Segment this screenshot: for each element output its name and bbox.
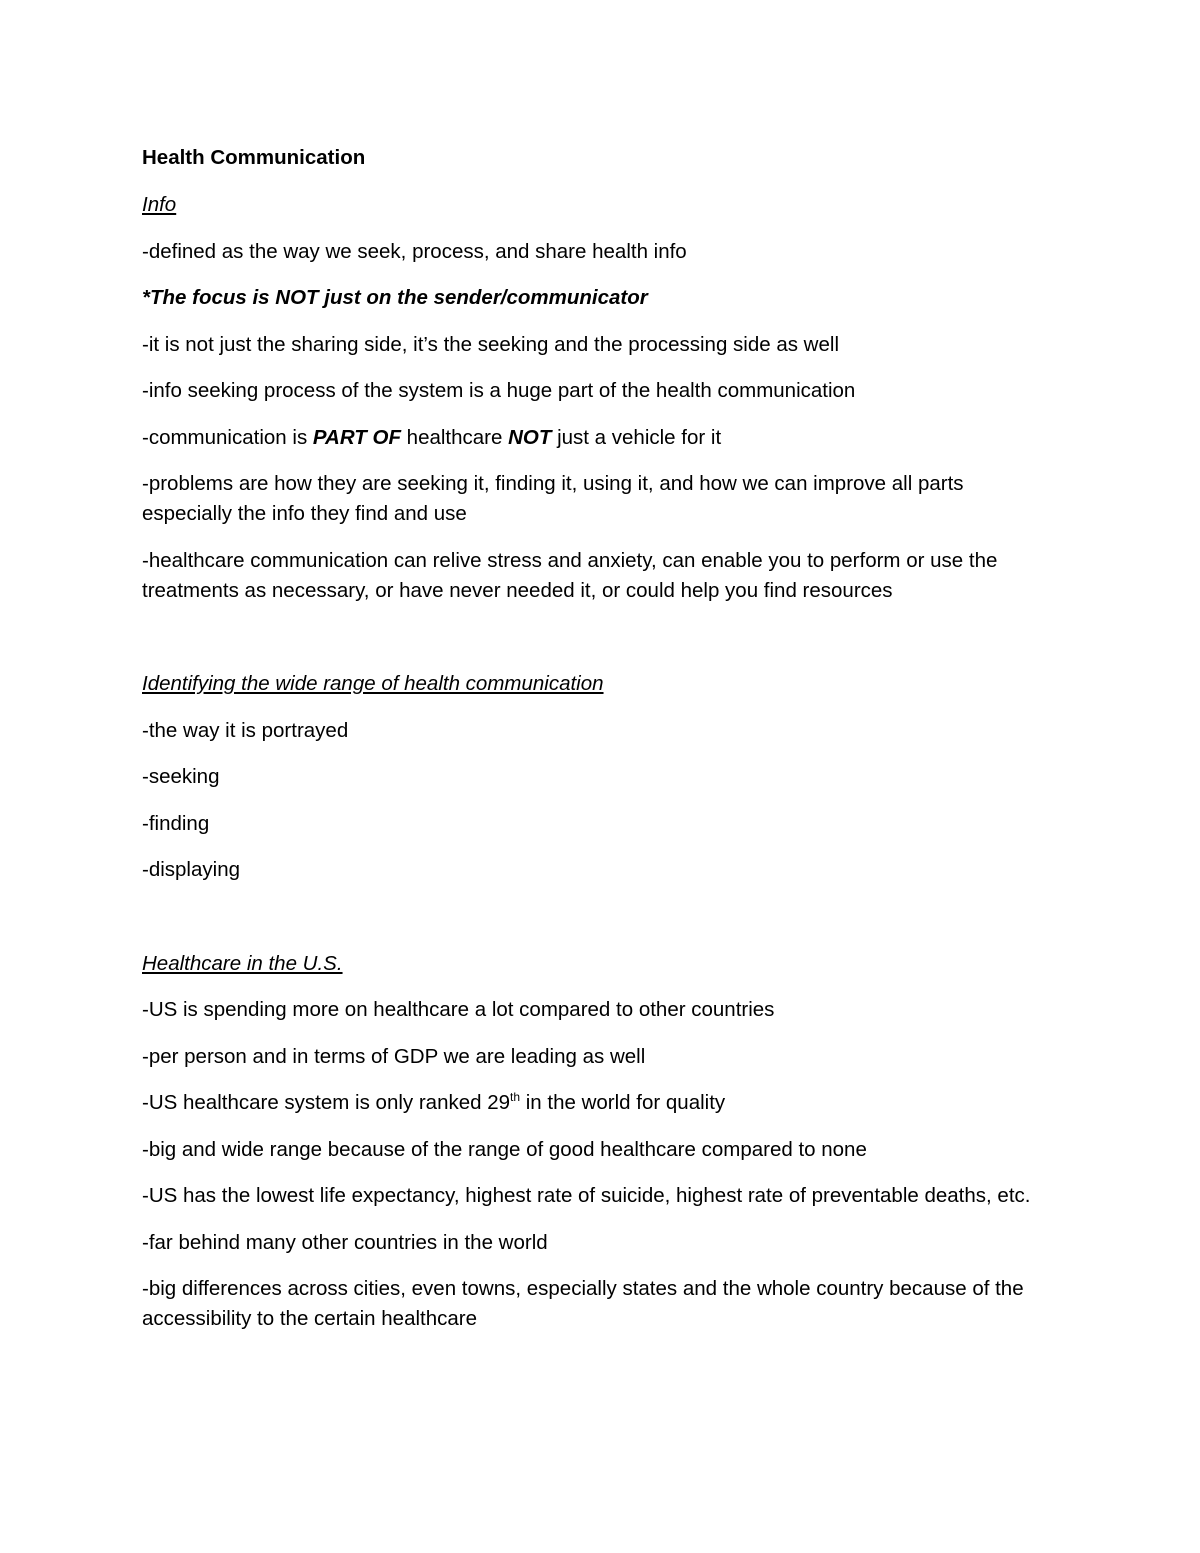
document-body — [142, 143, 1052, 1351]
section-heading-range: Identifying the wide range of health communication — [142, 672, 604, 695]
superscript: th — [510, 1090, 521, 1105]
text-run: healthcare — [400, 425, 509, 449]
list-item: -the way it is portrayed — [142, 718, 349, 742]
text-run: -US healthcare system is only ranked 29 — [142, 1091, 511, 1114]
document-title: Health Communication — [142, 146, 366, 169]
paragraph — [142, 423, 1052, 453]
text-run: -communication is — [142, 425, 313, 449]
paragraph: -problems are how they are seeking it, finding it, using it, and how we can improve all parts especially the info they find and use — [142, 472, 964, 525]
list-item: -displaying — [142, 858, 240, 881]
paragraph: -it is not just the sharing side, it’s the seeking and the processing side as well — [142, 332, 839, 356]
section-spacer — [142, 902, 1052, 949]
text-run: in the world for quality — [520, 1091, 726, 1114]
paragraph: -defined as the way we seek, process, and share health info — [142, 239, 687, 263]
paragraph: -big differences across cities, even towns, especially states and the whole country because of the accessibility to the certain healthcare — [142, 1277, 1024, 1330]
paragraph — [142, 1088, 1052, 1118]
paragraph: -US is spending more on healthcare a lot compared to other countries — [142, 998, 775, 1021]
list-item: -finding — [142, 811, 210, 835]
emphasis-text: NOT — [508, 425, 552, 449]
text-run: just a vehicle for it — [551, 425, 722, 449]
section-heading-us-healthcare: Healthcare in the U.S. — [142, 951, 343, 975]
emphasis-note: *The focus is NOT just on the sender/communicator — [142, 286, 648, 309]
section-heading-info: Info — [142, 193, 177, 216]
paragraph: -far behind many other countries in the world — [142, 1230, 548, 1254]
emphasis-text: PART OF — [312, 425, 401, 449]
section-spacer — [142, 622, 1052, 669]
paragraph: -US has the lowest life expectancy, highest rate of suicide, highest rate of preventable deaths, etc. — [142, 1184, 1031, 1207]
paragraph: -per person and in terms of GDP we are leading as well — [142, 1044, 646, 1068]
paragraph: -big and wide range because of the range of good healthcare compared to none — [142, 1137, 867, 1161]
list-item: -seeking — [142, 765, 220, 788]
paragraph: -healthcare communication can relive stress and anxiety, can enable you to perform or use the treatments as necessary, or have never needed it, or could help you find resources — [142, 548, 998, 602]
paragraph: -info seeking process of the system is a huge part of the health communication — [142, 379, 856, 402]
